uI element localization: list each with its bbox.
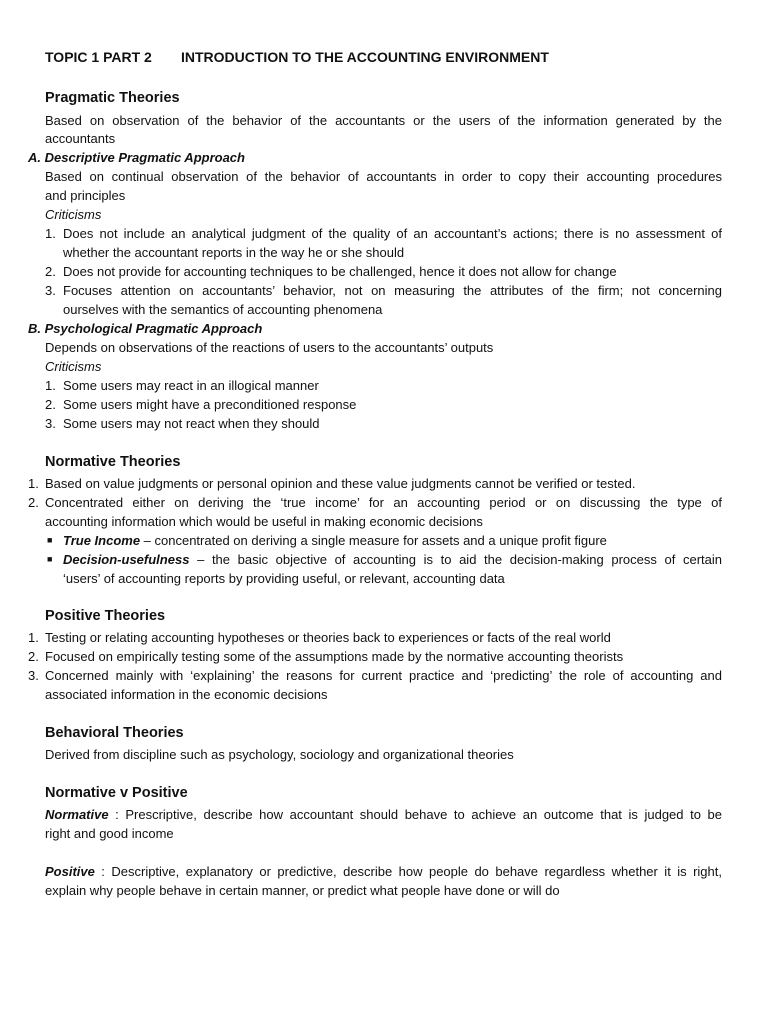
normative-definition-line-1 — [45, 806, 722, 823]
list-item-number: 2. — [45, 397, 56, 412]
list-item-number: 3. — [45, 283, 56, 298]
list-item-number: 1. — [45, 378, 56, 393]
list-item-number: 3. — [28, 668, 39, 683]
square-bullet-icon: ■ — [47, 554, 53, 564]
descriptive-approach-heading: A. Descriptive Pragmatic Approach — [28, 150, 245, 165]
list-item-number: 1. — [28, 476, 39, 491]
positive-definition-line-1 — [45, 863, 722, 880]
list-item: Concentrated either on deriving the ‘true income’ for an accounting period or on discussing the type of — [45, 495, 722, 510]
list-item: Does not provide for accounting techniques to be challenged, hence it does not allow for change — [63, 264, 617, 279]
list-item-number: 1. — [45, 226, 56, 241]
list-item-continuation: associated information in the economic decisions — [45, 687, 328, 702]
list-item: Some users might have a preconditioned response — [63, 397, 357, 412]
bullet-text: – the basic objective of accounting is to aid the decision-making process of certain — [189, 552, 722, 567]
bullet-term: Decision-usefulness — [63, 552, 190, 567]
document-title — [45, 49, 549, 66]
psychological-approach-heading: B. Psychological Pragmatic Approach — [28, 321, 263, 336]
list-item: Focuses attention on accountants’ behavior, not on measuring the attributes of the firm; not concerning — [63, 283, 722, 298]
square-bullet-icon: ■ — [47, 535, 53, 545]
list-item: Does not include an analytical judgment of the quality of an accountant’s actions; there is no assessment of — [63, 226, 722, 241]
list-item: Testing or relating accounting hypotheses or theories back to experiences or facts of the real world — [45, 630, 611, 645]
normative-heading: Normative Theories — [45, 454, 181, 470]
normative-term: Normative — [45, 807, 109, 822]
psychological-criticisms-label: Criticisms — [45, 359, 102, 374]
bullet-item-decision-usefulness — [63, 551, 722, 568]
title-text: INTRODUCTION TO THE ACCOUNTING ENVIRONMENT — [181, 49, 549, 65]
list-item: Some users may react in an illogical manner — [63, 378, 319, 393]
behavioral-text: Derived from discipline such as psychology, sociology and organizational theories — [45, 747, 514, 762]
list-item: Focused on empirically testing some of the assumptions made by the normative accounting theorists — [45, 649, 624, 664]
list-item-number: 1. — [28, 630, 39, 645]
normative-v-positive-heading: Normative v Positive — [45, 785, 188, 801]
title-part: TOPIC 1 PART 2 — [45, 49, 152, 65]
list-item: Based on value judgments or personal opinion and these value judgments cannot be verified or tested. — [45, 476, 636, 491]
positive-heading: Positive Theories — [45, 608, 166, 624]
bullet-item-continuation: ‘users’ of accounting reports by providing useful, or relevant, accounting data — [63, 571, 505, 586]
list-item: Concerned mainly with ‘explaining’ the reasons for current practice and ‘predicting’ the role of accounting and — [45, 668, 722, 683]
normative-definition-line-2: right and good income — [45, 826, 174, 841]
bullet-term: True Income — [63, 533, 141, 548]
pragmatic-heading: Pragmatic Theories — [45, 90, 180, 106]
normative-definition: : Prescriptive, describe how accountant should behave to achieve an outcome that is judged to be — [108, 807, 722, 822]
positive-definition: : Descriptive, explanatory or predictive, describe how people do behave regardless whether it is right, — [94, 864, 722, 879]
descriptive-criticisms-label: Criticisms — [45, 207, 102, 222]
behavioral-heading: Behavioral Theories — [45, 725, 184, 741]
list-item-continuation: accounting information which would be useful in making economic decisions — [45, 514, 483, 529]
psychological-text: Depends on observations of the reactions of users to the accountants’ outputs — [45, 340, 494, 355]
positive-definition-line-2: explain why people behave in certain manner, or predict what people have done or will do — [45, 883, 560, 898]
list-item-continuation: whether the accountant reports in the way he or she should — [63, 245, 405, 260]
list-item-number: 2. — [28, 649, 39, 664]
descriptive-text-line-1: Based on continual observation of the behavior of accountants in order to copy their accounting procedures — [45, 169, 722, 184]
list-item-number: 2. — [45, 264, 56, 279]
pragmatic-intro-line-2: accountants — [45, 131, 116, 146]
pragmatic-intro-line-1: Based on observation of the behavior of the accountants or the users of the information generated by the — [45, 113, 722, 128]
positive-term: Positive — [45, 864, 95, 879]
descriptive-text-line-2: and principles — [45, 188, 126, 203]
list-item-continuation: ourselves with the semantics of accounting phenomena — [63, 302, 383, 317]
bullet-item-true-income — [63, 532, 607, 549]
list-item: Some users may not react when they should — [63, 416, 320, 431]
list-item-number: 2. — [28, 495, 39, 510]
list-item-number: 3. — [45, 416, 56, 431]
bullet-text: – concentrated on deriving a single measure for assets and a unique profit figure — [140, 533, 607, 548]
